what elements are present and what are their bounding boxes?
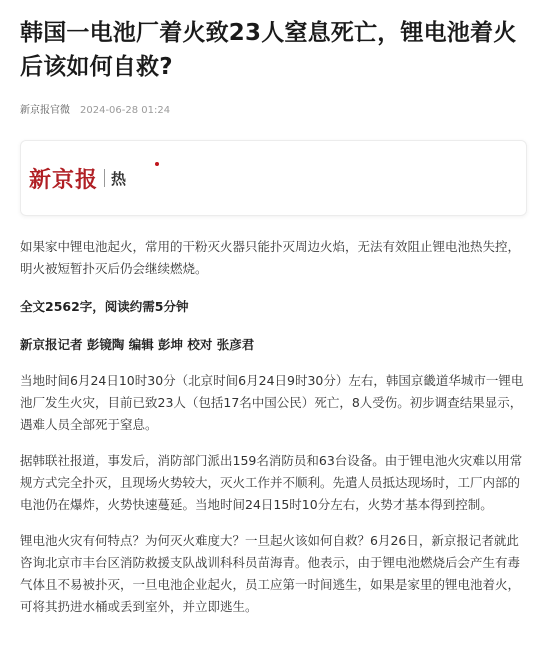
- paragraph-body: 锂电池火灾有何特点？为何灭火难度大？一旦起火该如何自救？6月26日，新京报记者就此咨询北京市丰台区消防救援支队战训科科员苗海青。他表示，由于锂电池燃烧后会产生有毒气体且不易被扑灭，一旦电池企业起火，员工应第一时间逃生，如果是家里的锂电池着火，可将其扔进水桶或丢到室外，并立即逃生。: [20, 533, 521, 614]
- paragraph-body: 当地时间6月24日10时30分（北京时间6月24日9时30分）左右，韩国京畿道华城市一锂电池厂发生火灾，目前已致23人（包括17名中国公民）死亡，8人受伤。初步调查结果显示，遇难人员全部死于窒息。: [20, 373, 524, 432]
- article-title: 韩国一电池厂着火致23人窒息死亡，锂电池着火后该如何自救?: [20, 20, 517, 80]
- article-datetime: 2024-06-28 01:24: [80, 105, 171, 116]
- paragraph-credits: 新京报记者 彭镜陶 编辑 彭坤 校对 张彦君: [20, 337, 255, 352]
- paragraph-lead: 如果家中锂电池起火，常用的干粉灭火器只能扑灭周边火焰，无法有效阻止锂电池热失控，明火被短暂扑灭后仍会继续燃烧。: [20, 239, 521, 276]
- article-meta: [20, 104, 527, 118]
- article-source[interactable]: 新京报官微: [20, 105, 70, 116]
- paragraph-wordcount: 全文2562字，阅读约需5分钟: [20, 299, 189, 314]
- brand-banner: [20, 140, 527, 216]
- brand-tag: 热: [111, 169, 127, 188]
- logo-divider: [104, 169, 105, 187]
- paragraph-body: 据韩联社报道，事发后，消防部门派出159名消防员和63台设备。由于锂电池火灾难以用常规方式完全扑灭，且现场火势较大，灭火工作并不顺利。先遣人员抵达现场时，工厂内部的电池仍在爆炸，火势快速蔓延。当地时间24日15时10分左右，火势才基本得到控制。: [20, 453, 523, 512]
- logo-dot-icon: [155, 162, 159, 166]
- brand-logo: 新京报: [29, 166, 99, 193]
